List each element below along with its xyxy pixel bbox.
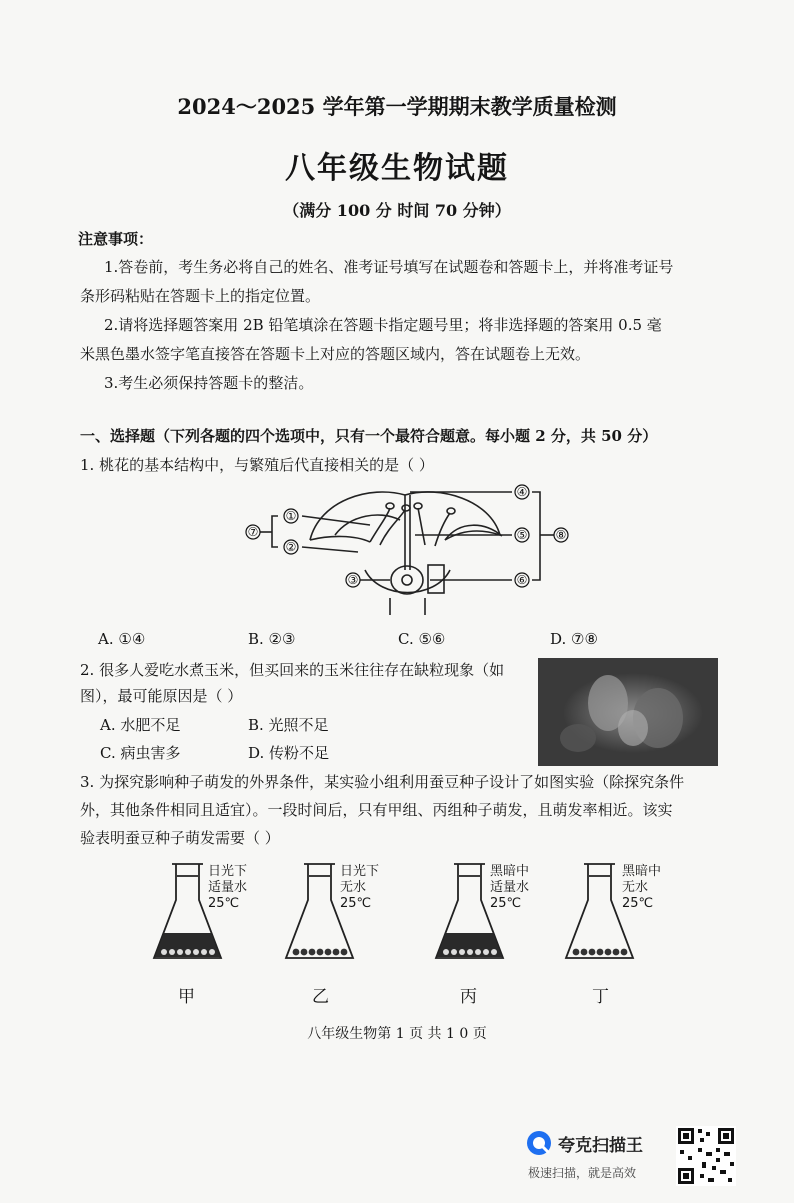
label-5: ⑤	[516, 528, 528, 542]
page-footer: 八年级生物第 1 页 共 1 0 页	[307, 1026, 487, 1042]
notice-item: 2.请将选择题答案用 2B 铅笔填涂在答题卡指定题号里；将非选择题的答案用 0.5 毫	[104, 316, 662, 334]
qr-code-icon	[676, 1126, 736, 1186]
quark-logo-icon	[526, 1130, 552, 1156]
label-6: ⑥	[516, 573, 528, 587]
label-1: ①	[285, 509, 297, 523]
question-2-stem: 图），最可能原因是（ ）	[80, 687, 243, 705]
q1-option-a: A. ①④	[98, 630, 146, 648]
q1-option-c: C. ⑤⑥	[398, 630, 446, 648]
question-2-stem: 2. 很多人爱吃水煮玉米，但买回来的玉米往往存在缺粒现象（如	[80, 661, 505, 679]
q1-option-d: D. ⑦⑧	[550, 630, 598, 648]
question-3-stem: 验表明蚕豆种子萌发需要（ ）	[80, 829, 280, 847]
brand-slogan: 极速扫描，就是高效	[528, 1166, 637, 1180]
question-3-stem: 3. 为探究影响种子萌发的外界条件，某实验小组利用蚕豆种子设计了如图实验（除探究条件	[80, 773, 685, 791]
section-heading: 一、选择题（下列各题的四个选项中，只有一个最符合题意。每小题 2 分，共 50 分）	[80, 427, 658, 445]
subject-title: 八年级生物试题	[285, 151, 509, 186]
exam-subtitle: （满分 100 分 时间 70 分钟）	[283, 201, 511, 220]
flask-yi-conditions: 日光下 无水 25℃	[340, 864, 380, 911]
q1-option-b: B. ②③	[248, 630, 296, 648]
q2-option-d: D. 传粉不足	[248, 744, 330, 762]
peach-flower-diagram	[240, 480, 570, 620]
label-4: ④	[516, 485, 528, 499]
notice-item: 1.答卷前，考生务必将自己的姓名、准考证号填写在试题卷和答题卡上，并将准考证号	[104, 258, 674, 276]
q2-option-b: B. 光照不足	[248, 716, 329, 734]
label-8: ⑧	[555, 528, 567, 542]
notice-item: 3.考生必须保持答题卡的整洁。	[104, 374, 314, 392]
corn-photo	[538, 658, 718, 766]
group-label-ding: 丁	[592, 987, 609, 1007]
label-7: ⑦	[247, 525, 259, 539]
notice-heading: 注意事项：	[78, 230, 154, 248]
question-1-stem: 1. 桃花的基本结构中，与繁殖后代直接相关的是（ ）	[80, 456, 434, 474]
group-label-jia: 甲	[178, 987, 195, 1007]
brand-name: 夸克扫描王	[558, 1136, 643, 1156]
label-2: ②	[285, 540, 297, 554]
q2-option-a: A. 水肥不足	[100, 716, 181, 734]
q2-option-c: C. 病虫害多	[100, 744, 181, 762]
label-3: ③	[347, 573, 359, 587]
exam-title: 2024～2025 学年第一学期期末教学质量检测	[177, 94, 617, 119]
group-label-bing: 丙	[460, 987, 477, 1007]
flask-jia-conditions: 日光下 适量水 25℃	[208, 864, 248, 911]
question-3-stem: 外，其他条件相同且适宜）。一段时间后，只有甲组、丙组种子萌发，且萌发率相近。该实	[80, 801, 673, 819]
notice-item: 米黑色墨水签字笔直接答在答题卡上对应的答题区域内，答在试题卷上无效。	[80, 345, 591, 363]
flask-ding-conditions: 黑暗中 无水 25℃	[622, 864, 662, 911]
flask-bing-conditions: 黑暗中 适量水 25℃	[490, 864, 530, 911]
group-label-yi: 乙	[312, 987, 329, 1007]
notice-item: 条形码粘贴在答题卡上的指定位置。	[80, 287, 321, 305]
